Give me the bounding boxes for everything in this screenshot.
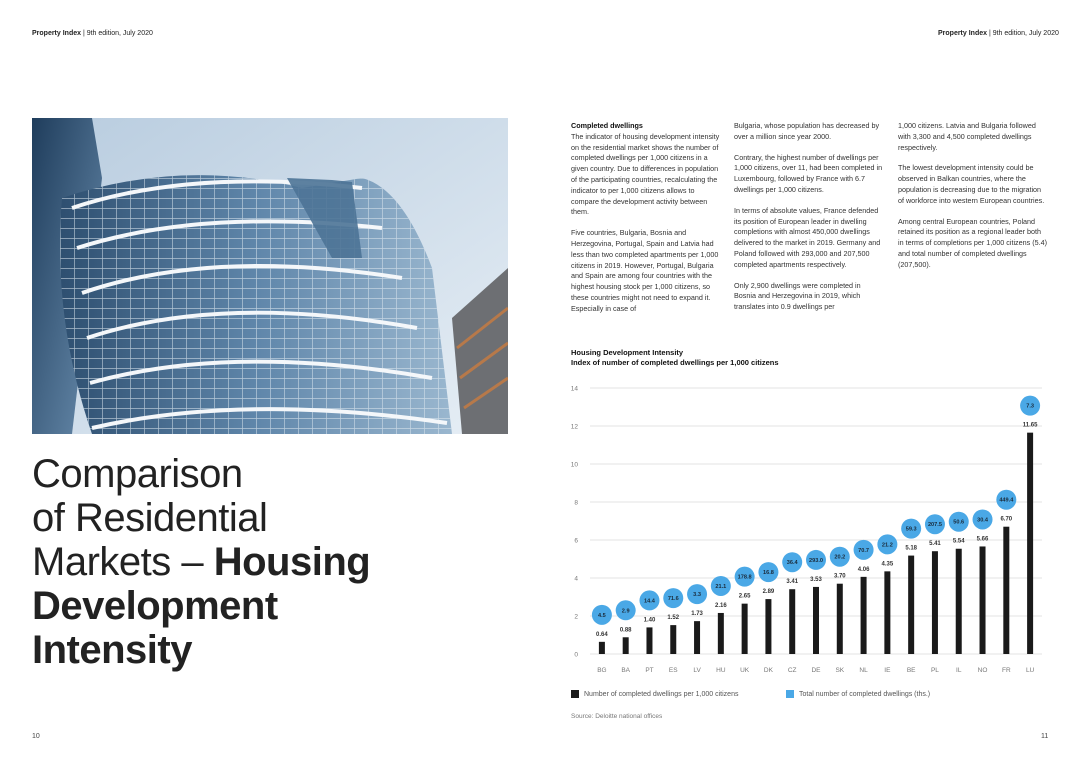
title-line-2: of Residential (32, 496, 268, 540)
paragraph: Five countries, Bulgaria, Bosnia and Herzegovina, Portugal, Spain and Latvia had less than two completed apartments per 1,000 citizens in 2019. However, Portugal, Bulgaria and Spain are among four countries with the highest housing stock per 1,000 citizens, so these countries might not need to expand it. Especially in case of (571, 228, 719, 313)
bar-value-label: 5.18 (905, 545, 918, 552)
paragraph: 1,000 citizens. Latvia and Bulgaria followed with 3,300 and 4,500 completed dwellings respectively. (898, 121, 1036, 152)
x-tick-label: LV (693, 667, 701, 674)
x-tick-label: UK (740, 667, 750, 674)
bar (694, 621, 700, 654)
x-tick-label: NL (859, 667, 868, 674)
bar (813, 587, 819, 654)
bar (599, 642, 605, 654)
section-heading: Completed dwellings (571, 121, 643, 130)
title-line-1: Comparison (32, 452, 243, 496)
page-number-left: 10 (32, 733, 40, 740)
legend-label: Number of completed dwellings per 1,000 citizens (584, 690, 739, 698)
bar-value-label: 5.54 (952, 538, 965, 545)
page-title (32, 452, 370, 672)
bar-value-label: 0.64 (596, 631, 608, 638)
bubble-value-label: 20.2 (834, 554, 846, 561)
bubble-value-label: 2.9 (621, 608, 630, 615)
legend-swatch-black (571, 690, 579, 698)
x-tick-label: PT (645, 667, 654, 674)
bubble-value-label: 30.4 (977, 517, 988, 524)
bar (789, 589, 795, 654)
bar (1027, 433, 1033, 654)
header-right-rest: | 9th edition, July 2020 (987, 30, 1059, 37)
paragraph: Among central European countries, Poland retained its position as a regional leader both in terms of completions per 1,000 citizens (5.4) and total number of completed dwellings (207,500). (898, 216, 1048, 269)
bar (932, 551, 938, 654)
paragraph: In terms of absolute values, France defended its position of European leader in dwelling completions with almost 450,000 dwellings delivered to the market in 2019. Germany and Poland followed with 293,000 and 207,500 completed apartments respectively. (734, 205, 881, 269)
running-header-right (938, 30, 1059, 37)
paragraph: The lowest development intensity could be observed in Balkan countries, where the population is decreasing due to the migration of workforce into western European countries. (898, 163, 1045, 205)
bar-value-label: 11.65 (1022, 422, 1038, 429)
legend-label: Total number of completed dwellings (ths.) (799, 690, 931, 698)
bar-value-label: 3.41 (786, 579, 799, 586)
bar-value-label: 2.16 (714, 602, 727, 609)
housing-intensity-chart (560, 380, 1050, 680)
y-tick-label: 12 (570, 423, 578, 431)
x-tick-label: BE (906, 667, 916, 674)
bubble-value-label: 4.5 (598, 612, 606, 619)
chart-subtitle: Index of number of completed dwellings per 1,000 citizens (571, 358, 779, 367)
bar-value-label: 6.70 (1000, 516, 1013, 523)
header-left-rest: | 9th edition, July 2020 (81, 30, 153, 37)
x-tick-label: DE (811, 667, 821, 674)
bar (908, 556, 914, 654)
y-tick-label: 0 (574, 651, 578, 659)
bubble-value-label: 14.4 (644, 598, 655, 605)
x-tick-label: SK (835, 667, 845, 674)
title-line-3 (32, 540, 370, 584)
bar-value-label: 2.65 (738, 593, 751, 600)
bar (670, 625, 676, 654)
skyscraper-photo (32, 118, 508, 434)
legend-item-bubbles (786, 690, 930, 698)
bar (718, 613, 724, 654)
page-number-right: 11 (1041, 733, 1049, 740)
bubble-value-label: 449.4 (999, 497, 1014, 504)
x-tick-label: FR (1001, 667, 1011, 674)
bar-value-label: 2.89 (762, 589, 775, 596)
text-column-2 (734, 121, 884, 323)
bubble-value-label: 50.6 (953, 519, 965, 526)
bar (623, 637, 629, 654)
x-tick-label: PL (930, 667, 939, 674)
y-tick-label: 4 (574, 575, 578, 583)
bar (837, 584, 843, 654)
bar-value-label: 4.35 (881, 561, 894, 568)
title-line-3-light: Markets – (32, 540, 214, 584)
x-tick-label: CZ (787, 667, 797, 674)
x-tick-label: BA (621, 667, 631, 674)
x-tick-label: HU (716, 667, 726, 674)
x-tick-label: LU (1025, 667, 1035, 674)
bubble-value-label: 16.8 (762, 570, 774, 577)
legend-item-bars (571, 690, 738, 698)
paragraph: Contrary, the highest number of dwellings per 1,000 citizens, over 11, had been completed in Luxembourg, followed by France with 6.7 dwellings per 1,000 citizens. (734, 152, 883, 194)
bar-value-label: 5.41 (929, 541, 941, 548)
bubble-value-label: 7.3 (1026, 403, 1034, 410)
bar-value-label: 0.88 (619, 627, 632, 634)
title-line-3-bold: Housing (213, 540, 371, 584)
bar-value-label: 3.53 (810, 576, 822, 583)
bar (765, 599, 771, 654)
title-line-4: Development (32, 584, 278, 628)
bubble-value-label: 3.3 (693, 592, 701, 599)
x-tick-label: ES (668, 667, 678, 674)
bar-value-label: 1.40 (643, 617, 656, 624)
x-tick-label: BG (597, 667, 607, 674)
bar (956, 549, 962, 654)
chart-title-block (571, 348, 779, 368)
x-tick-label: IE (884, 667, 891, 674)
bubble-value-label: 21.2 (881, 542, 893, 549)
bubble-value-label: 293.0 (809, 557, 823, 564)
x-tick-label: DK (763, 667, 773, 674)
y-tick-label: 2 (574, 613, 578, 621)
bubble-value-label: 59.3 (905, 526, 917, 533)
y-tick-label: 8 (574, 499, 578, 507)
x-tick-label: IL (956, 667, 962, 674)
text-column-3 (898, 121, 1048, 281)
bar (884, 571, 890, 654)
paragraph: Only 2,900 dwellings were completed in Bosnia and Herzegovina in 2019, which translates into 0.9 dwellings per (734, 280, 861, 312)
legend-swatch-blue (786, 690, 794, 698)
y-tick-label: 6 (574, 537, 578, 545)
y-tick-label: 10 (570, 461, 578, 469)
bar-value-label: 5.66 (976, 536, 989, 543)
bubble-value-label: 36.4 (786, 560, 798, 567)
x-tick-label: NO (977, 667, 988, 674)
bubble-value-label: 71.6 (667, 596, 679, 603)
bubble-value-label: 21.1 (715, 583, 727, 590)
paragraph: Bulgaria, whose population has decreased by over a million since year 2000. (734, 121, 880, 141)
chart-title: Housing Development Intensity (571, 348, 684, 357)
y-tick-label: 14 (570, 385, 578, 393)
title-line-5: Intensity (32, 628, 192, 672)
bar (646, 627, 652, 654)
bar (980, 546, 986, 654)
header-right-bold: Property Index (938, 30, 988, 37)
source-note: Source: Deloitte national offices (571, 713, 663, 720)
bar (742, 604, 748, 654)
bar (861, 577, 867, 654)
bubble-value-label: 70.7 (858, 547, 870, 554)
text-column-1 (571, 121, 721, 325)
bar-value-label: 1.52 (667, 615, 680, 622)
running-header-left (32, 30, 153, 37)
bubble-value-label: 207.5 (927, 522, 942, 529)
bar (1003, 527, 1009, 654)
bar-value-label: 1.73 (691, 611, 703, 618)
bar-value-label: 4.06 (857, 566, 870, 573)
bubble-value-label: 178.8 (737, 574, 752, 581)
bar-value-label: 3.70 (833, 573, 846, 580)
header-left-bold: Property Index (32, 30, 82, 37)
paragraph: The indicator of housing development intensity on the residential market shows the number of completed dwellings per 1,000 citizens in a given country. Due to differences in population of the participating countries, recalculating the indicator to per 1,000 citizens allows to compare the development activity between them. (571, 131, 720, 217)
